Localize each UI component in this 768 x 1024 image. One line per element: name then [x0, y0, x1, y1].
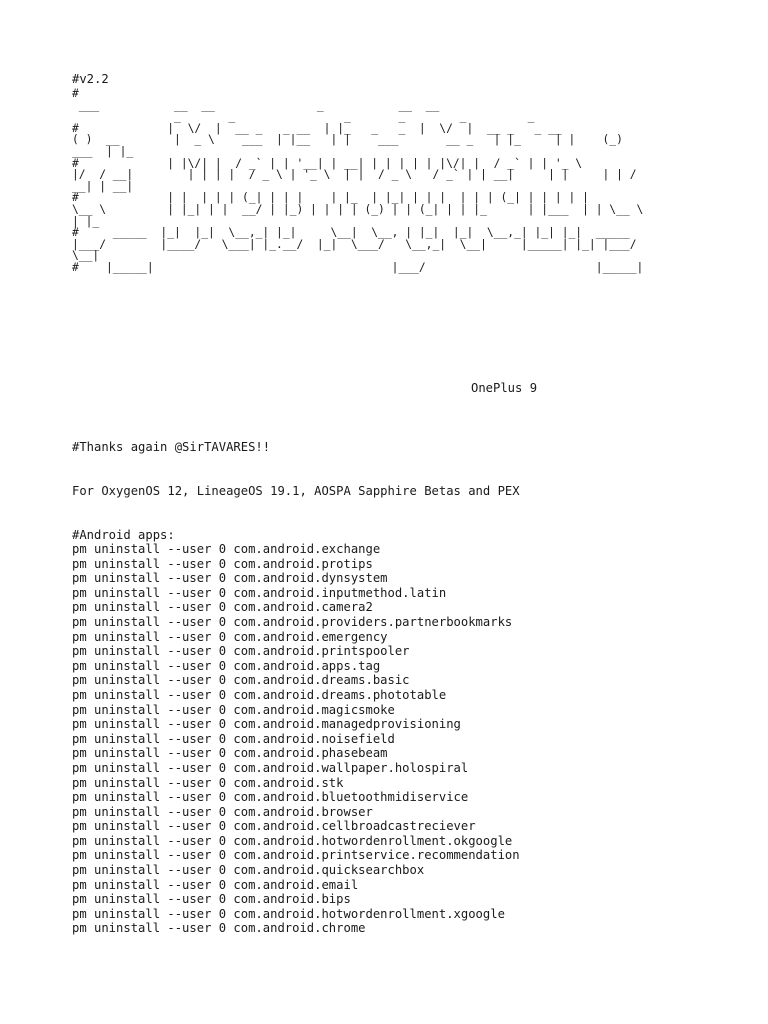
ascii-banner-row: # | |\/| | / _` | | '__| | __| | | | | | |\/| | / _` | | '_ \ — [72, 156, 583, 170]
command-line: pm uninstall --user 0 com.android.chrome — [72, 921, 366, 936]
command-line: pm uninstall --user 0 com.android.printspooler — [72, 644, 410, 659]
command-line: pm uninstall --user 0 com.android.protips — [72, 556, 373, 571]
command-line: pm uninstall --user 0 com.android.inputmethod.latin — [72, 585, 447, 600]
ascii-banner-row: _ _ _ _ _ _ — [72, 110, 535, 124]
command-line: pm uninstall --user 0 com.android.email — [72, 877, 359, 892]
command-line: pm uninstall --user 0 com.android.magicsmoke — [72, 702, 395, 717]
command-line: pm uninstall --user 0 com.android.quicksearchbox — [72, 863, 425, 878]
section-header: #Android apps: — [72, 528, 175, 542]
ascii-banner-row: # |_____| |___/ |_____| — [72, 260, 644, 274]
command-list — [72, 542, 520, 936]
command-line: pm uninstall --user 0 com.android.noisefield — [72, 731, 395, 746]
version-line: #v2.2 — [72, 72, 109, 86]
ascii-banner-row: # | \/ | __ _ _ __ | |_ _ _ | \/ | __ _ _ __ — [72, 121, 562, 135]
command-line: pm uninstall --user 0 com.android.emergency — [72, 629, 388, 644]
ascii-banner-row: |/ / __| | | | | / _ \ | '_ \ | | / _ \ / _` | | __| | | | | / — [72, 168, 637, 182]
ascii-banner-row: # | | | | | (_| | | | | |_ | |_| | | | | | | (_| | | | | | — [72, 191, 589, 205]
command-line: pm uninstall --user 0 com.android.dreams.phototable — [72, 687, 447, 702]
command-line: pm uninstall --user 0 com.android.hotwordenrollment.xgoogle — [72, 906, 505, 921]
command-line: pm uninstall --user 0 com.android.apps.tag — [72, 658, 381, 673]
command-line: pm uninstall --user 0 com.android.bips — [72, 892, 351, 907]
ascii-banner-row: ___ | |_ — [72, 144, 134, 158]
command-line: pm uninstall --user 0 com.android.providers.partnerbookmarks — [72, 614, 513, 629]
command-line: pm uninstall --user 0 com.android.managedprovisioning — [72, 717, 461, 732]
command-line: pm uninstall --user 0 com.android.wallpaper.holospiral — [72, 760, 469, 775]
ascii-banner — [72, 88, 643, 274]
ascii-banner-row: \__| — [72, 249, 100, 263]
ascii-banner-row: __| | __| — [72, 179, 134, 193]
ascii-banner-row: # — [72, 87, 79, 100]
command-line: pm uninstall --user 0 com.android.printservice.recommendation — [72, 848, 520, 863]
command-line: pm uninstall --user 0 com.android.dreams.basic — [72, 673, 410, 688]
command-line: pm uninstall --user 0 com.android.camera2 — [72, 600, 373, 615]
command-line: pm uninstall --user 0 com.android.exchange — [72, 542, 381, 556]
thanks-line: #Thanks again @SirTAVARES!! — [72, 440, 271, 454]
ascii-banner-row: ( ) __ | _ \ ___ | |__ | | ___ __ _ | |_ | | (_) — [72, 133, 623, 147]
supported-roms-line: For OxygenOS 12, LineageOS 19.1, AOSPA Sapphire Betas and PEX — [72, 484, 520, 498]
command-line: pm uninstall --user 0 com.android.hotwordenrollment.okgoogle — [72, 833, 513, 848]
ascii-banner-row: | |_ — [72, 214, 100, 228]
ascii-banner-row: # _____ |_| |_| \__,_| |_| \__| \__, | |_| |_| \__,_| |_| |_| _____ — [72, 226, 630, 240]
command-line: pm uninstall --user 0 com.android.dynsystem — [72, 571, 388, 586]
command-line: pm uninstall --user 0 com.android.bluetoothmidiservice — [72, 790, 469, 805]
ascii-banner-row: |___/ |____/ \___| |_.__/ |_| \___/ \__,_| \__| |_____| |_| |___/ — [72, 237, 637, 251]
ascii-banner-row: ___ __ __ _ __ __ — [72, 98, 440, 112]
command-line: pm uninstall --user 0 com.android.browser — [72, 804, 373, 819]
ascii-banner-row: \__ \ | |_| | | __/ | |_) | | | | (_) | | (_| | | |_ | |___ | | \__ \ — [72, 202, 644, 216]
device-name: OnePlus 9 — [471, 381, 538, 395]
command-line: pm uninstall --user 0 com.android.phasebeam — [72, 746, 388, 761]
command-line: pm uninstall --user 0 com.android.stk — [72, 775, 344, 790]
command-line: pm uninstall --user 0 com.android.cellbroadcastreciever — [72, 819, 476, 834]
